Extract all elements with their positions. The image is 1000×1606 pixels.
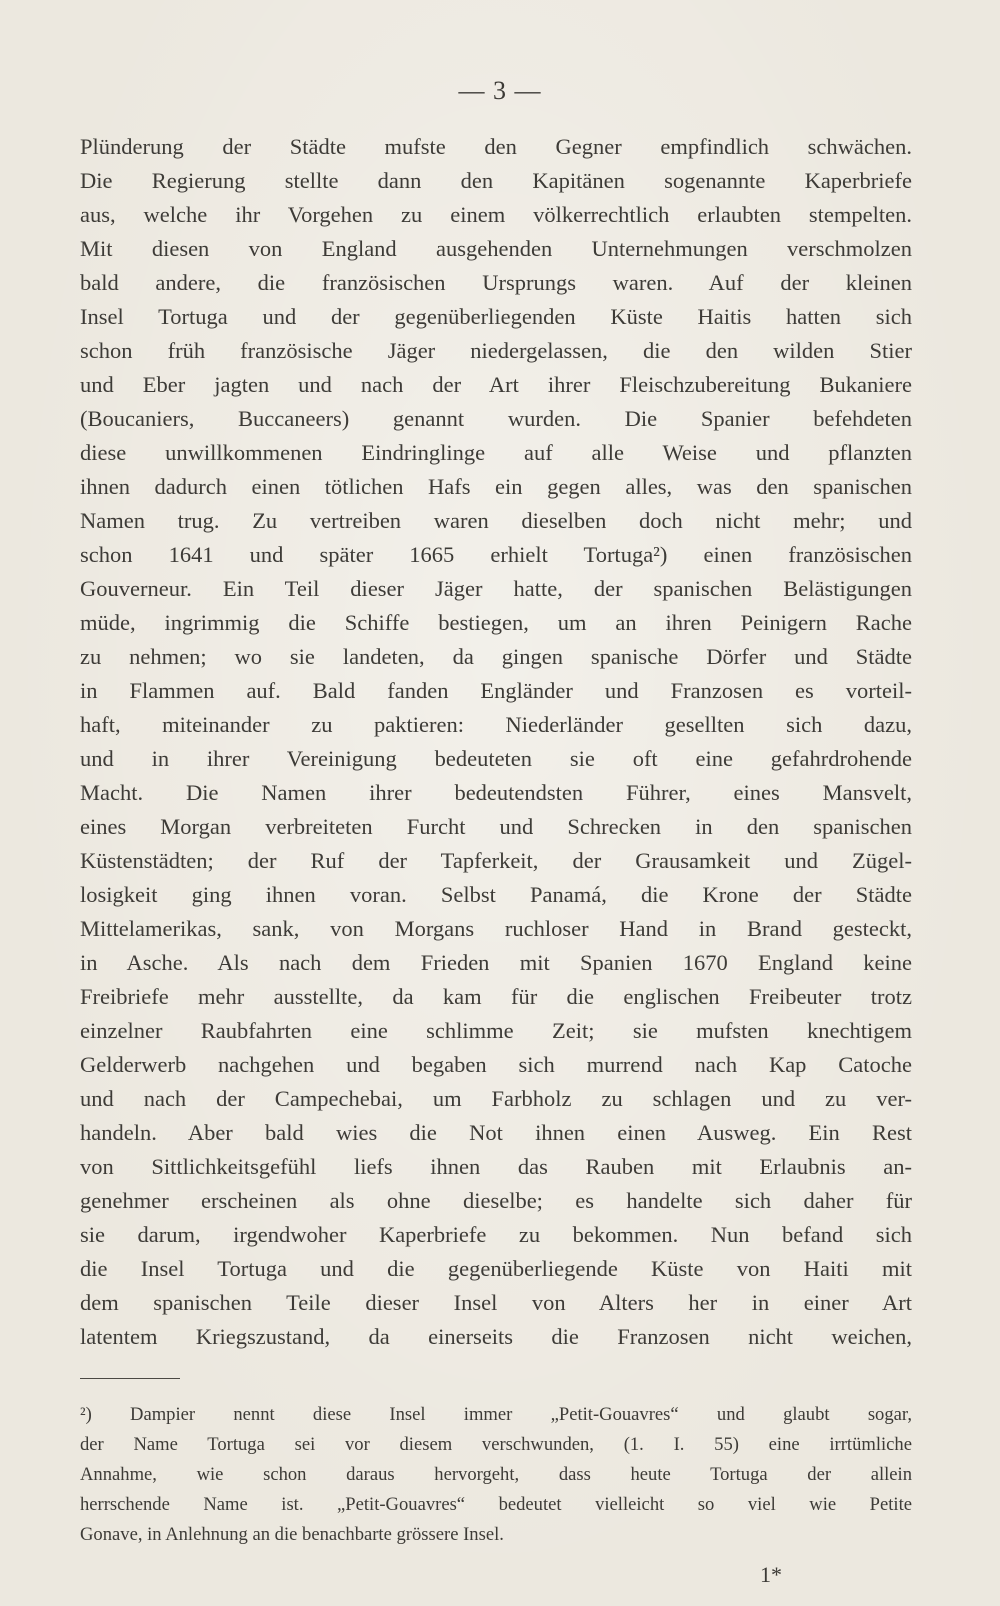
body-line: müde, ingrimmig die Schiffe bestiegen, um an ihren Peinigern Rache bbox=[80, 610, 912, 635]
body-line: die Insel Tortuga und die gegenüberliegende Küste von Haiti mit bbox=[80, 1256, 912, 1281]
body-line: Mittelamerikas, sank, von Morgans ruchloser Hand in Brand gesteckt, bbox=[80, 916, 912, 941]
body-line: Plünderung der Städte mufste den Gegner empfindlich schwächen. bbox=[80, 134, 912, 159]
footnote-line: herrschende Name ist. „Petit-Gouavres“ bedeutet vielleicht so viel wie Petite bbox=[80, 1494, 912, 1515]
body-line: in Flammen auf. Bald fanden Engländer und Franzosen es vorteil- bbox=[80, 678, 912, 703]
body-line: Gelderwerb nachgehen und begaben sich murrend nach Kap Catoche bbox=[80, 1052, 912, 1077]
body-line: losigkeit ging ihnen voran. Selbst Panamá, die Krone der Städte bbox=[80, 882, 912, 907]
body-line: bald andere, die französischen Ursprungs waren. Auf der kleinen bbox=[80, 270, 912, 295]
body-line: aus, welche ihr Vorgehen zu einem völkerrechtlich erlaubten stempelten. bbox=[80, 202, 912, 227]
body-line: (Boucaniers, Buccaneers) genannt wurden. Die Spanier befehdeten bbox=[80, 406, 912, 431]
body-line: Insel Tortuga und der gegenüberliegenden Küste Haitis hatten sich bbox=[80, 304, 912, 329]
page-number: — 3 — bbox=[458, 76, 542, 105]
footnote-line: Gonave, in Anlehnung an die benachbarte grössere Insel. bbox=[80, 1524, 504, 1545]
body-line: haft, miteinander zu paktieren: Niederländer gesellten sich dazu, bbox=[80, 712, 912, 737]
body-line: und in ihrer Vereinigung bedeuteten sie oft eine gefahrdrohende bbox=[80, 746, 912, 771]
body-line: Namen trug. Zu vertreiben waren dieselben doch nicht mehr; und bbox=[80, 508, 912, 533]
body-line: und Eber jagten und nach der Art ihrer Fleischzubereitung Bukaniere bbox=[80, 372, 912, 397]
body-line: genehmer erscheinen als ohne dieselbe; es handelte sich daher für bbox=[80, 1188, 912, 1213]
footnotes bbox=[80, 1400, 912, 1550]
footnote-line: Annahme, wie schon daraus hervorgeht, dass heute Tortuga der allein bbox=[80, 1464, 912, 1485]
body-line: Gouverneur. Ein Teil dieser Jäger hatte, der spanischen Belästigungen bbox=[80, 576, 912, 601]
body-line: Macht. Die Namen ihrer bedeutendsten Führer, eines Mansvelt, bbox=[80, 780, 912, 805]
body-line: Mit diesen von England ausgehenden Unternehmungen verschmolzen bbox=[80, 236, 912, 261]
body-line: sie darum, irgendwoher Kaperbriefe zu bekommen. Nun befand sich bbox=[80, 1222, 912, 1247]
body-line: dem spanischen Teile dieser Insel von Alters her in einer Art bbox=[80, 1290, 912, 1315]
body-text bbox=[80, 130, 912, 1354]
footnote-line: der Name Tortuga sei vor diesem verschwunden, (1. I. 55) eine irrtümliche bbox=[80, 1434, 912, 1455]
body-line: handeln. Aber bald wies die Not ihnen einen Ausweg. Ein Rest bbox=[80, 1120, 912, 1145]
body-line: schon 1641 und später 1665 erhielt Tortuga²) einen französischen bbox=[80, 542, 912, 567]
body-line: latentem Kriegszustand, da einerseits die Franzosen nicht weichen, bbox=[80, 1324, 912, 1349]
body-line: schon früh französische Jäger niedergelassen, die den wilden Stier bbox=[80, 338, 912, 363]
body-line: in Asche. Als nach dem Frieden mit Spanien 1670 England keine bbox=[80, 950, 912, 975]
body-line: und nach der Campechebai, um Farbholz zu schlagen und zu ver- bbox=[80, 1086, 912, 1111]
body-line: zu nehmen; wo sie landeten, da gingen spanische Dörfer und Städte bbox=[80, 644, 912, 669]
body-line: einzelner Raubfahrten eine schlimme Zeit; sie mufsten knechtigem bbox=[80, 1018, 912, 1043]
body-line: ihnen dadurch einen tötlichen Hafs ein gegen alles, was den spanischen bbox=[80, 474, 912, 499]
body-line: Freibriefe mehr ausstellte, da kam für die englischen Freibeuter trotz bbox=[80, 984, 912, 1009]
body-line: Die Regierung stellte dann den Kapitänen sogenannte Kaperbriefe bbox=[80, 168, 912, 193]
body-line: von Sittlichkeitsgefühl liefs ihnen das Rauben mit Erlaubnis an- bbox=[80, 1154, 912, 1179]
body-line: Küstenstädten; der Ruf der Tapferkeit, der Grausamkeit und Zügel- bbox=[80, 848, 912, 873]
body-line: eines Morgan verbreiteten Furcht und Schrecken in den spanischen bbox=[80, 814, 912, 839]
body-line: diese unwillkommenen Eindringlinge auf alle Weise und pflanzten bbox=[80, 440, 912, 465]
footnote-divider bbox=[80, 1378, 180, 1379]
signature-mark: 1* bbox=[760, 1562, 782, 1587]
footnote-line: ²) Dampier nennt diese Insel immer „Petit-Gouavres“ und glaubt sogar, bbox=[80, 1404, 912, 1425]
